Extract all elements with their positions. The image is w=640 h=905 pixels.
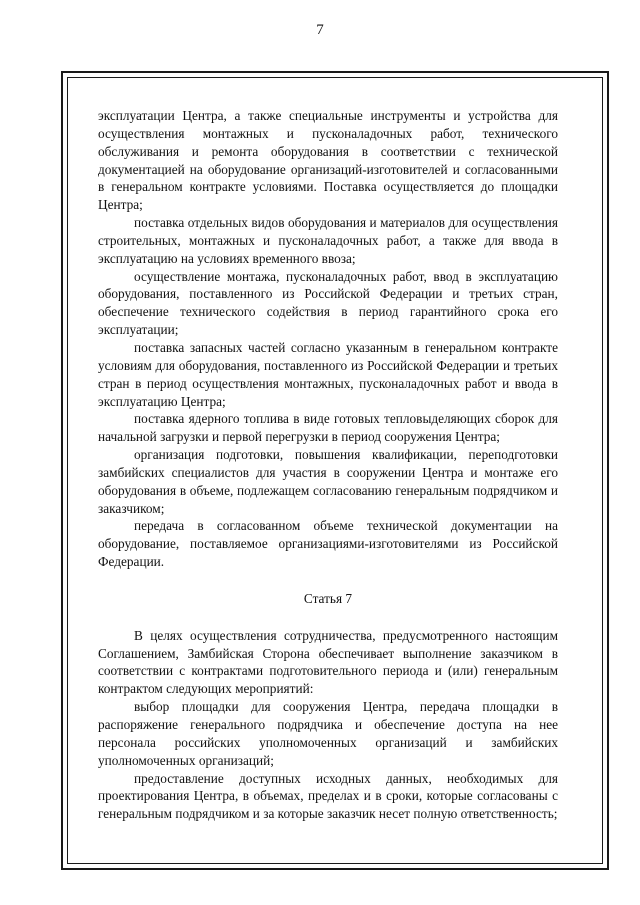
paragraph: поставка отдельных видов оборудования и материалов для осуществления строительных, монтажных и пусконаладочных работ, а также для ввода в эксплуатацию на условиях временного ввоза; [98, 215, 558, 266]
paragraph: поставка ядерного топлива в виде готовых тепловыделяющих сборок для начальной загрузки и первой перегрузки в период сооружения Центра; [98, 411, 558, 445]
paragraph-continuation: эксплуатации Центра, а также специальные инструменты и устройства для осуществления монтажных и пусконаладочных работ, технического обслуживания и ремонта оборудования в соответствии с технической документацией на оборудование организаций-изготовителей и согласованными в генеральном контракте условиями. Поставка осуществляется до площадки Центра; [98, 108, 558, 213]
page-number: 7 [316, 22, 324, 38]
paragraph: организация подготовки, повышения квалификации, переподготовки замбийских специалистов для участия в сооружении Центра и монтаже его оборудования в объеме, подлежащем согласованию генеральным подрядчиком и заказчиком; [98, 447, 558, 516]
paragraph: передача в согласованном объеме технической документации на оборудование, поставляемое организациями-изготовителями из Российской Федерации. [98, 518, 558, 570]
paragraph: осуществление монтажа, пусконаладочных работ, ввод в эксплуатацию оборудования, поставленного из Российской Федерации и третьих стран, обеспечение технического содействия в период гарантийного срока его эксплуатации; [98, 268, 558, 338]
paragraph: поставка запасных частей согласно указанным в генеральном контракте условиям для оборудования, поставленного из Российской Федерации и третьих стран в период осуществления монтажных, пусконаладочных работ и ввода в эксплуатацию Центра; [98, 339, 558, 409]
document-body [98, 107, 558, 823]
paragraph: предоставление доступных исходных данных, необходимых для проектирования Центра, в объемах, пределах и в сроки, которые согласованы с генеральным подрядчиком и за которые заказчик несет полную ответственность; [98, 770, 558, 822]
paragraph: В целях осуществления сотрудничества, предусмотренного настоящим Соглашением, Замбийская Сторона обеспечивает выполнение заказчиком в соответствии с контрактами подготовительного периода и (или) генеральным контрактом следующих мероприятий: [98, 627, 558, 697]
paragraph: выбор площадки для сооружения Центра, передача площадки в распоряжение генерального подрядчика и обеспечение доступа на нее персонала российских уполномоченных организаций и замбийских уполномоченных организаций; [98, 699, 558, 768]
article-heading: Статья 7 [303, 590, 353, 606]
